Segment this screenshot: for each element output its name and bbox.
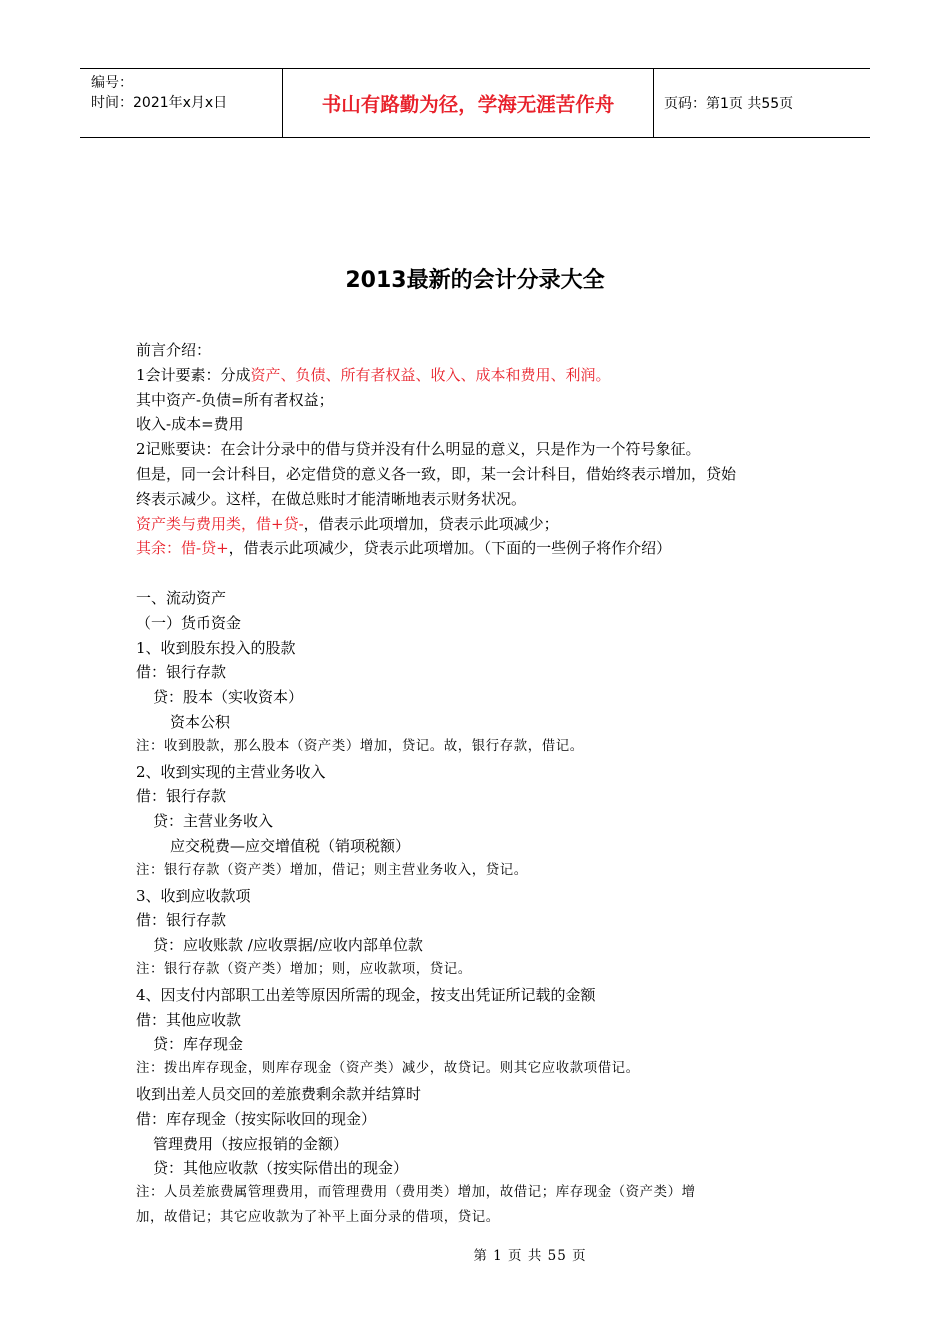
document-body [136, 338, 816, 1231]
entry-4-note: 注：拨出库存现金，则库存现金（资产类）减少，故贷记。则其它应收款项借记。 [136, 1061, 640, 1077]
elements-prefix: 1会计要素：分成 [136, 365, 251, 384]
page-header [80, 68, 870, 138]
header-page-info: 页码：第1页 共55页 [664, 96, 794, 112]
entry-4-debit-2: 借：库存现金（按实际收回的现金） [136, 1109, 377, 1128]
header-motto: 书山有路勤为径，学海无涯苦作舟 [282, 69, 654, 137]
intro-other-rule [136, 536, 816, 561]
entry-3-credit: 贷：应收账款 /应收票据/应收内部单位款 [153, 936, 423, 955]
elements-list: 资产、负债、所有者权益、收入、成本和费用、利润。 [250, 365, 611, 384]
entry-1-title: 1、收到股东投入的股款 [136, 638, 296, 657]
document-title: 2013最新的会计分录大全 [345, 268, 605, 293]
number-label: 编号： [91, 75, 133, 91]
entry-1-credit: 贷：股本（实收资本） [153, 688, 304, 707]
intro-rule-2b: 终表示减少。这样，在做总账时才能清晰地表示财务状况。 [136, 489, 527, 508]
header-meta [80, 69, 282, 137]
entry-4-title: 4、因支付内部职工出差等原因所需的现金，按支出凭证所记载的金额 [136, 985, 596, 1004]
entry-4-credit-3: 贷：其他应收款（按实际借出的现金） [153, 1159, 409, 1178]
entry-4-debit-3: 管理费用（按应报销的金额） [153, 1134, 349, 1153]
entry-2-credit: 贷：主营业务收入 [153, 812, 274, 831]
entry-4-note-2a: 注：人员差旅费属管理费用，而管理费用（费用类）增加，故借记；库存现金（资产类）增 [136, 1185, 696, 1201]
entry-2-credit-2: 应交税费—应交增值税（销项税额） [170, 836, 411, 855]
entry-1-note: 注：收到股款，那么股本（资产类）增加，贷记。故，银行存款，借记。 [136, 738, 584, 754]
entry-2-note: 注：银行存款（资产类）增加，借记；则主营业务收入，贷记。 [136, 862, 528, 878]
section-title: 一、流动资产 [136, 588, 227, 607]
entry-1-debit: 借：银行存款 [136, 663, 227, 682]
intro-rule-2a: 但是，同一会计科目，必定借贷的意义各一致，即，某一会计科目，借始终表示增加，贷始 [136, 464, 737, 483]
section-subtitle: （一）货币资金 [136, 613, 242, 632]
entry-2-debit: 借：银行存款 [136, 787, 227, 806]
entry-3-note: 注：银行存款（资产类）增加；则，应收款项，贷记。 [136, 961, 472, 977]
entry-4-note-2b: 加，故借记；其它应收款为了补平上面分录的借项，贷记。 [136, 1209, 500, 1225]
intro-elements [136, 363, 816, 388]
entry-2-title: 2、收到实现的主营业务收入 [136, 762, 326, 781]
entry-4-credit: 贷：库存现金 [153, 1035, 244, 1054]
other-rule-rest: ，借表示此项减少，贷表示此项增加。（下面的一些例子将作介绍） [228, 539, 672, 558]
entry-4-title-2: 收到出差人员交回的差旅费剩余款并结算时 [136, 1084, 422, 1103]
entry-3-debit: 借：银行存款 [136, 911, 227, 930]
intro-equation-2: 收入-成本=费用 [136, 415, 244, 434]
other-rule-red: 其余：借-贷+ [136, 539, 229, 558]
date-label: 时间：2021年x月x日 [91, 95, 228, 111]
entry-1-credit-2: 资本公积 [170, 712, 231, 731]
intro-rule-1: 2记账要诀：在会计分录中的借与贷并没有什么明显的意义，只是作为一个符号象征。 [136, 440, 701, 459]
entry-4-debit: 借：其他应收款 [136, 1010, 242, 1029]
blank-line [136, 561, 816, 586]
intro-asset-rule [136, 512, 816, 537]
entry-3-title: 3、收到应收款项 [136, 886, 251, 905]
intro-equation-1: 其中资产-负债=所有者权益； [136, 390, 334, 409]
asset-rule-rest: ，借表示此项增加，贷表示此项减少； [303, 514, 559, 533]
asset-rule-red: 资产类与费用类，借+贷- [136, 514, 304, 533]
intro-heading: 前言介绍： [136, 341, 212, 359]
page-footer: 第 1 页 共 55 页 [473, 1248, 587, 1264]
